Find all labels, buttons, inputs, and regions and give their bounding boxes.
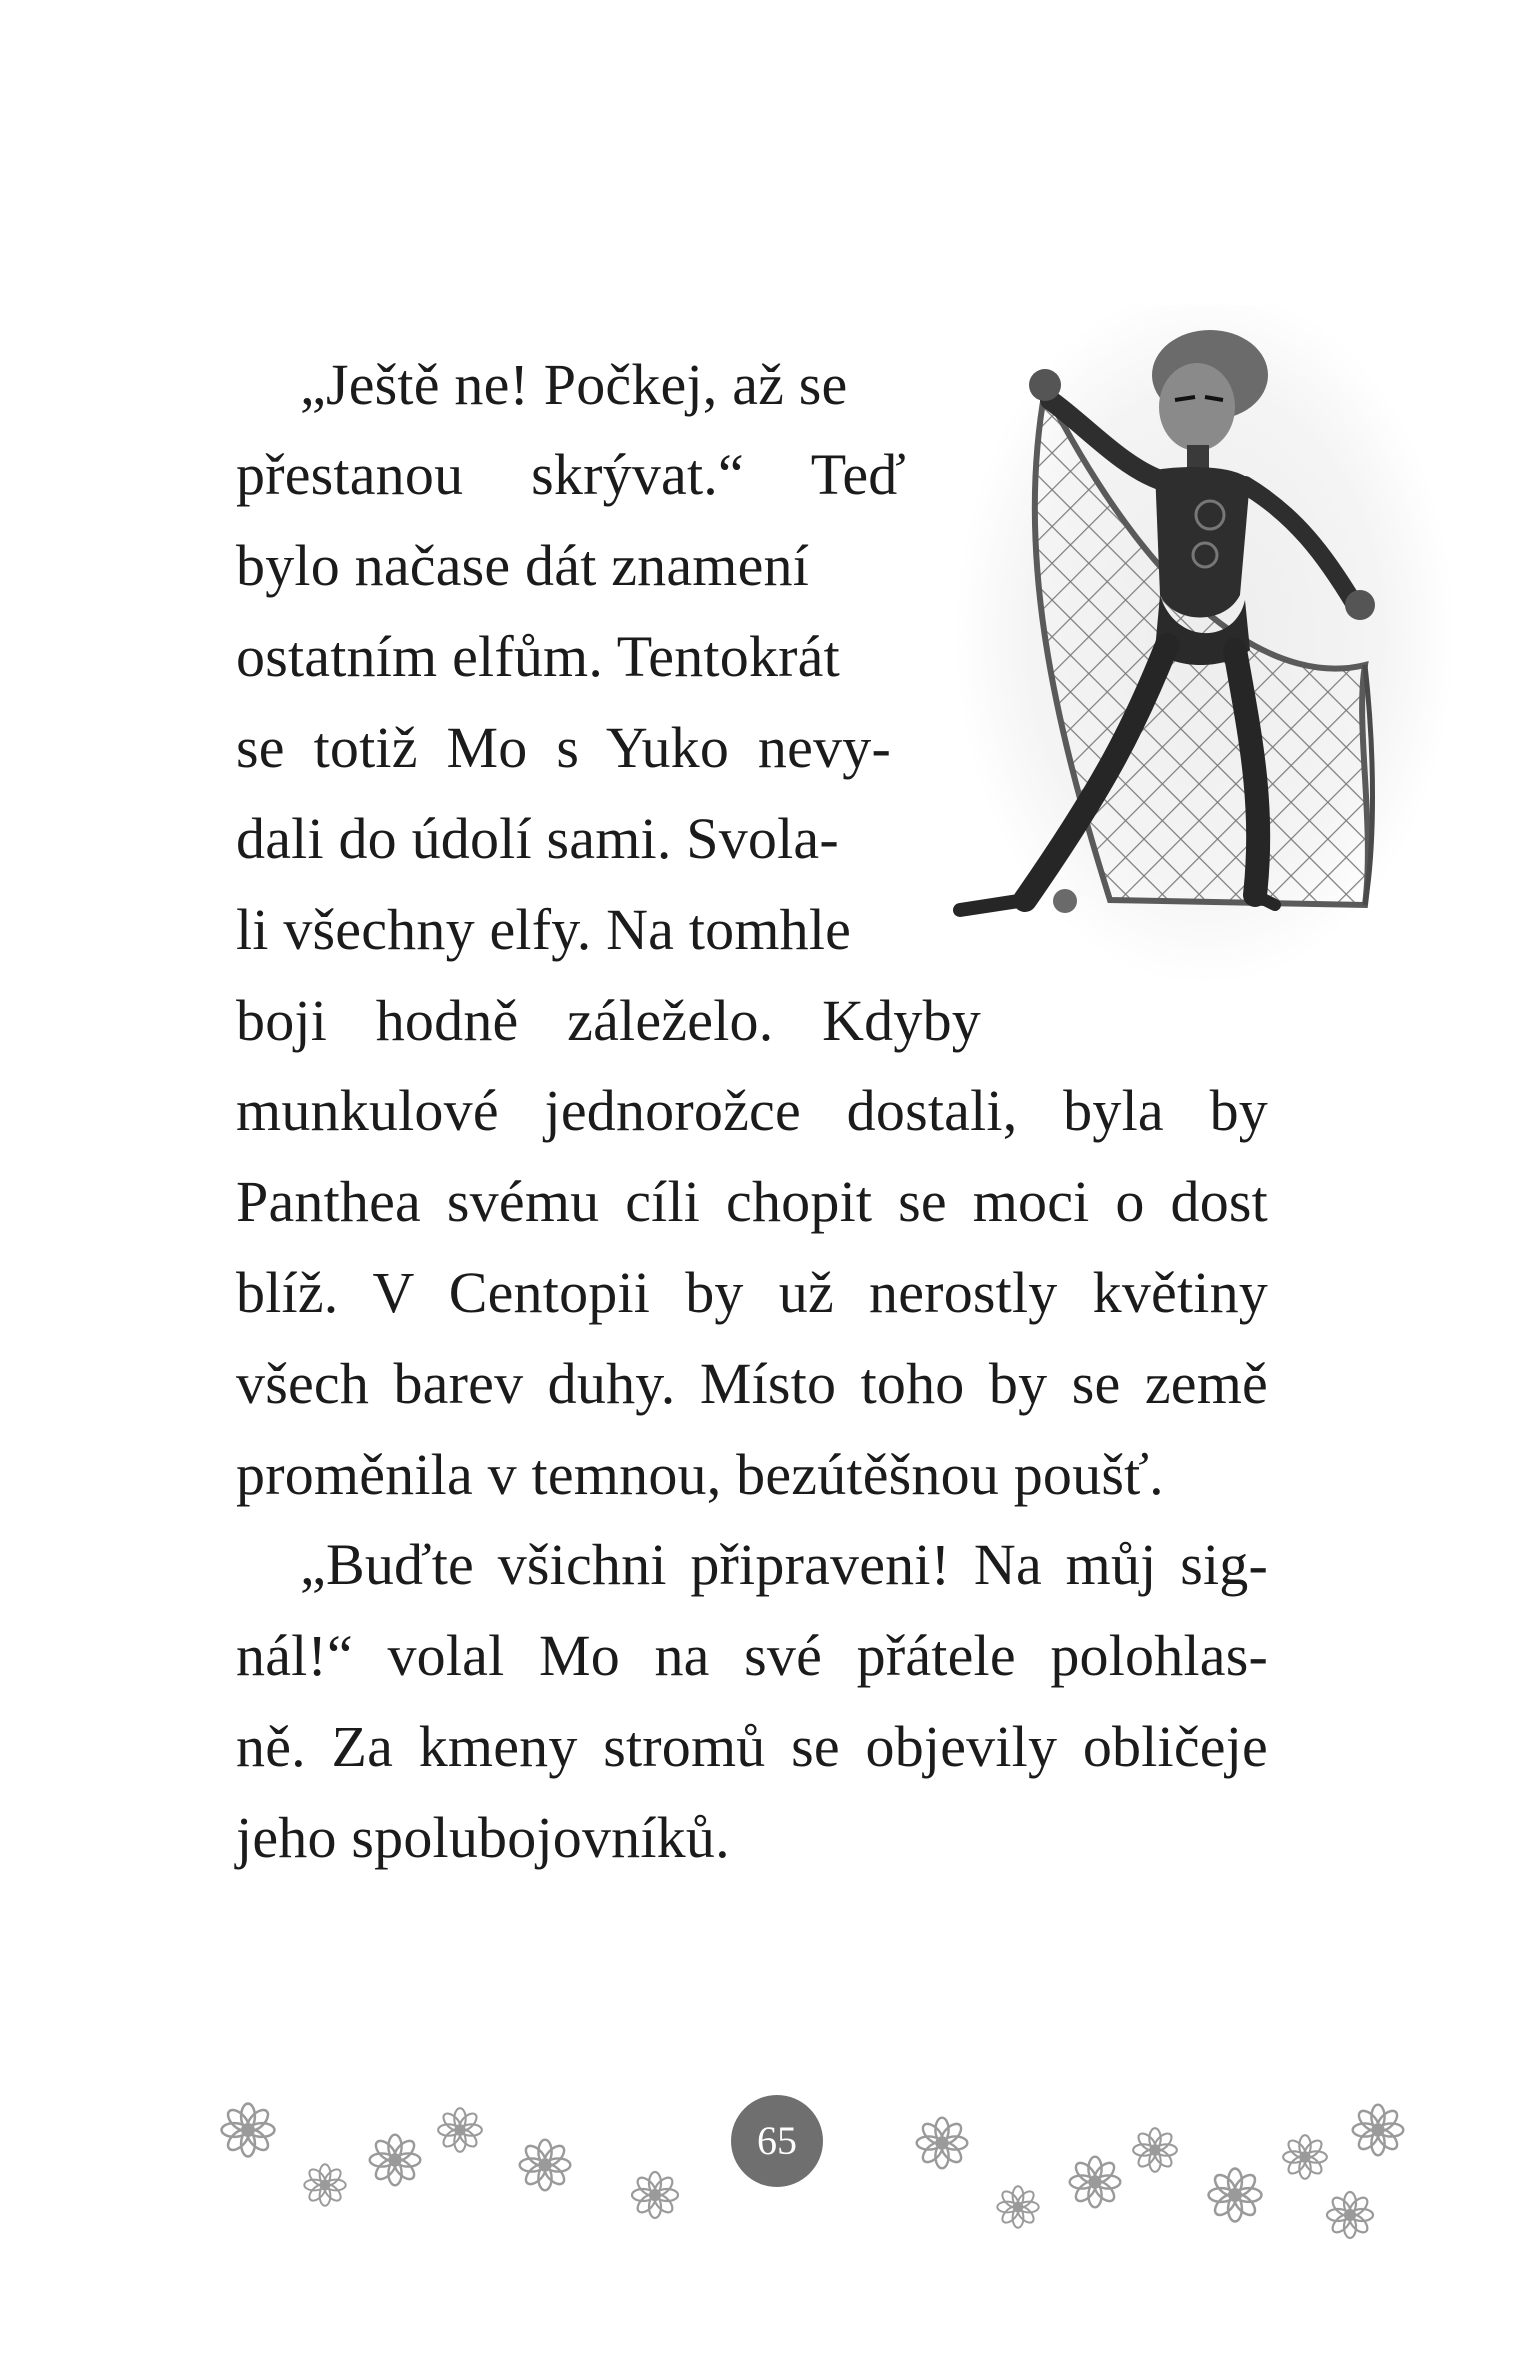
text-line: všech barev duhy. Místo toho by se země <box>236 1351 1268 1416</box>
text-line: se totiž Mo s Yuko nevy- <box>236 715 891 780</box>
text-line: ně. Za kmeny stromů se objevily obličeje <box>236 1714 1268 1779</box>
text-line: Panthea svému cíli chopit se moci o dost <box>236 1169 1268 1234</box>
net-figure-illustration <box>905 305 1460 995</box>
page-number: 65 <box>731 2095 823 2187</box>
text-line: ostatním elfům. Tentokrát <box>236 624 840 689</box>
text-line: jeho spolubojovníků. <box>236 1805 730 1870</box>
footer-ornament <box>200 2085 1450 2265</box>
text-line: „Ještě ne! Počkej, až se <box>300 352 848 417</box>
text-line: li všechny elfy. Na tomhle <box>236 897 852 962</box>
text-line: munkulové jednorožce dostali, byla by <box>236 1078 1268 1143</box>
text-line: přestanou skrývat.“ Teď <box>236 442 906 507</box>
text-line: blíž. V Centopii by už nerostly květiny <box>236 1260 1268 1325</box>
text-line: proměnila v temnou, bezútěšnou poušť. <box>236 1442 1164 1507</box>
text-line: dali do údolí sami. Svola- <box>236 806 839 871</box>
text-line: bylo načase dát znamení <box>236 533 810 598</box>
text-line: boji hodně záleželo. Kdyby <box>236 988 981 1053</box>
text-line: „Buďte všichni připraveni! Na můj sig- <box>300 1532 1268 1597</box>
text-line: nál!“ volal Mo na své přátele polohlas- <box>236 1623 1268 1688</box>
